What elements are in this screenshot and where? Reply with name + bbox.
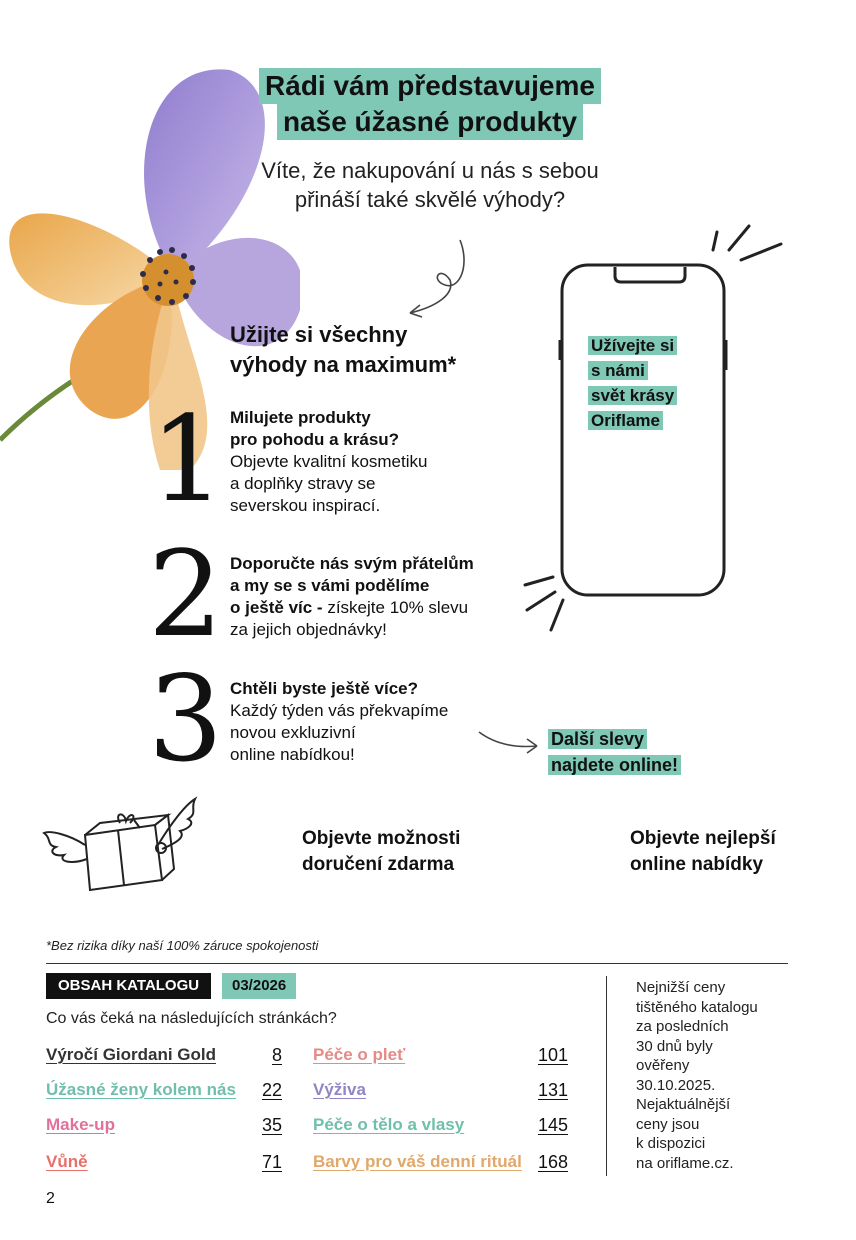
phone-text-line2: s námi [588,361,648,380]
page-number: 2 [46,1190,55,1207]
toc-page-barvy[interactable]: 168 [537,1152,568,1172]
toc-page-vune[interactable]: 71 [261,1152,282,1172]
free-delivery-feature [302,826,460,878]
price-note-line: ověřeny [636,1057,690,1074]
phone-text [588,333,708,433]
subtitle-line1: Víte, že nakupování u nás s sebou [261,158,599,183]
online-offer [548,726,681,778]
price-note-line: 30 dnů byly [636,1037,713,1055]
price-note-line: ceny jsou [636,1115,700,1133]
benefits-heading [230,320,510,380]
step-1-line3: severskou inspirací. [230,496,381,515]
price-note-line: Nejnižší ceny [636,979,726,996]
step-3-text [230,678,490,766]
toc-page-vyziva[interactable]: 131 [537,1080,568,1100]
step-1-bold-line1: Milujete produkty [230,408,371,427]
price-note-line: 30.10.2025. [636,1076,716,1094]
page-title [240,68,620,140]
step-1-text [230,407,490,517]
step-3-line1: Každý týden vás překvapíme [230,701,449,720]
step-2-text [230,553,510,641]
step-2-bold-line2: a my se s vámi podělíme [230,576,430,595]
price-note-line: tištěného katalogu [636,998,758,1016]
toc-page-uzasne-zeny[interactable]: 22 [261,1080,282,1100]
toc-question: Co vás čeká na následujících stránkách? [46,1010,337,1027]
step-number-2: 2 [148,525,224,663]
toc-page-pece-o-telo[interactable]: 145 [537,1115,568,1135]
price-note-line: za posledních [636,1018,729,1035]
step-2-line4: za jejich objednávky! [230,620,387,639]
step-3-line2: novou exkluzivní [230,723,356,742]
subtitle-line2: přináší také skvělé výhody? [294,187,566,212]
toc-item-pece-o-plet[interactable]: Péče o pleť [313,1045,406,1064]
vertical-divider [606,976,607,1176]
step-1-line2: a doplňky stravy se [230,474,376,493]
toc-item-vune[interactable]: Vůně [46,1152,88,1171]
subtitle [230,156,630,214]
benefits-heading-line2: výhody na maximum* [230,352,457,377]
step-1-bold-line2: pro pohodu a krásu? [230,430,400,449]
winged-box-icon [40,795,200,900]
step-2-bold-line3: o ještě víc - [230,598,323,617]
step-2-line3: získejte 10% slevu [322,598,469,617]
benefits-heading-line1: Užijte si všechny [230,322,408,347]
toc-item-make-up[interactable]: Make-up [46,1115,115,1134]
free-delivery-line1: Objevte možnosti [302,828,461,849]
online-offers-line1: Objevte nejlepší [630,828,776,849]
price-note-line: k dispozici [636,1135,706,1152]
toc-page-pece-o-plet[interactable]: 101 [537,1045,568,1065]
footnote: *Bez rizika díky naší 100% záruce spokojenosti [46,938,319,953]
toc-item-pece-o-telo[interactable]: Péče o tělo a vlasy [313,1115,465,1134]
step-3-bold-line1: Chtěli byste ještě více? [230,679,419,698]
online-offers-line2: online nabídky [630,854,764,875]
toc-item-vyziva[interactable]: Výživa [313,1080,366,1099]
divider [46,963,788,964]
step-1-line1: Objevte kvalitní kosmetiku [230,452,428,471]
free-delivery-line2: doručení zdarma [302,854,455,875]
step-number-1: 1 [150,390,226,528]
phone-text-line1: Užívejte si [588,336,677,355]
curly-arrow-icon [400,235,480,325]
price-note [636,978,796,1173]
price-note-line: Nejaktuálnější [636,1096,731,1113]
arrow-right-icon [475,722,545,758]
phone-text-line4: Oriflame [588,411,663,430]
step-number-3: 3 [148,650,224,788]
title-line2: naše úžasné produkty [277,104,583,140]
toc-item-giordani-gold[interactable]: Výročí Giordani Gold [46,1045,217,1064]
toc-issue-badge: 03/2026 [222,973,296,999]
toc-page-giordani-gold[interactable]: 8 [271,1045,282,1065]
online-offer-line1: Další slevy [548,729,647,749]
online-offers-feature [630,826,776,878]
step-3-line3: online nabídkou! [230,745,355,764]
toc-label: OBSAH KATALOGU [46,973,211,999]
phone-text-line3: svět krásy [588,386,677,405]
toc-item-uzasne-zeny[interactable]: Úžasné ženy kolem nás [46,1080,236,1099]
price-note-line: na oriflame.cz. [636,1154,734,1172]
title-line1: Rádi vám představujeme [259,68,601,104]
step-2-bold-line1: Doporučte nás svým přátelům [230,554,474,573]
toc-item-barvy[interactable]: Barvy pro váš denní rituál [313,1152,522,1171]
online-offer-line2: najdete online! [548,755,681,775]
toc-page-make-up[interactable]: 35 [261,1115,282,1135]
